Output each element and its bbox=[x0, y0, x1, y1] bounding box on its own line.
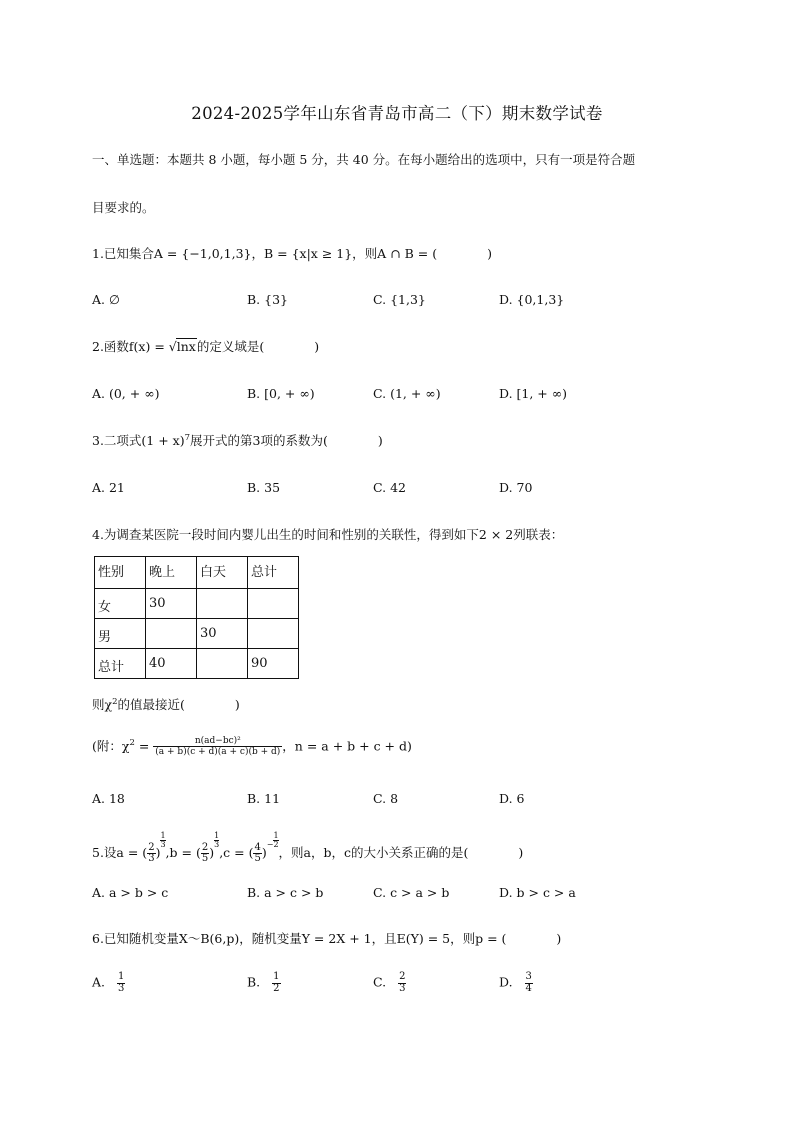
question-1-stem: 1.已知集合A = {−1,0,1,3}，B = {x|x ≥ 1}，则A ∩ B = ( ) bbox=[92, 246, 492, 261]
table-row bbox=[95, 649, 299, 679]
question-3-exponent: 7 bbox=[184, 433, 191, 443]
table-cell bbox=[197, 589, 248, 619]
option-fraction bbox=[272, 972, 280, 994]
question-4-ask-exponent: 2 bbox=[112, 697, 118, 707]
table-header-cell: 性别 bbox=[95, 557, 146, 589]
table-row bbox=[95, 619, 299, 649]
question-5-option-c[interactable]: C. c > a > b bbox=[373, 885, 450, 900]
option-label: D. bbox=[499, 974, 513, 990]
a-exponent-denominator: 3 bbox=[160, 840, 166, 849]
question-5-part4: ，则a，b，c的大小关系正确的是( ) bbox=[278, 845, 524, 860]
section-instruction-line2: 目要求的。 bbox=[92, 200, 155, 215]
table-cell: 男 bbox=[95, 619, 146, 649]
b-exponent-numerator: 1 bbox=[214, 831, 220, 840]
option-denominator: 4 bbox=[525, 982, 532, 994]
question-2-option-d[interactable]: D. [1, + ∞) bbox=[499, 386, 568, 401]
question-6-option-d[interactable] bbox=[499, 972, 533, 994]
table-header-cell: 白天 bbox=[197, 557, 248, 589]
question-1-option-b[interactable]: B. {3} bbox=[247, 292, 288, 307]
question-5-option-a[interactable]: A. a > b > c bbox=[92, 885, 169, 900]
question-5-option-b[interactable]: B. a > c > b bbox=[247, 885, 324, 900]
formula-numerator: n(ad−bc)² bbox=[153, 736, 282, 747]
exam-title: 2024-2025学年山东省青岛市高二（下）期末数学试卷 bbox=[191, 104, 603, 123]
question-4-stem: 4.为调查某医院一段时间内婴儿出生的时间和性别的关联性，得到如下2 × 2列联表： bbox=[92, 527, 564, 542]
question-2-option-b[interactable]: B. [0, + ∞) bbox=[247, 386, 315, 401]
question-6-option-a[interactable] bbox=[92, 972, 125, 994]
c-exponent-numerator: 1 bbox=[273, 831, 279, 840]
section-instruction-line1: 一、单选题：本题共 8 小题，每小题 5 分，共 40 分。在每小题给出的选项中，只有一项是符合题 bbox=[92, 152, 636, 167]
question-3-stem-pre: 3.二项式(1 + x) bbox=[92, 433, 185, 449]
c-exponent-minus: − bbox=[266, 840, 274, 849]
question-4-ask-post: 的值最接近( ) bbox=[117, 697, 240, 713]
question-2-stem-pre: 2.函数f(x) = √ bbox=[92, 339, 177, 354]
question-1-option-a[interactable]: A. ∅ bbox=[92, 292, 120, 307]
table-cell bbox=[248, 619, 299, 649]
option-numerator: 1 bbox=[118, 971, 125, 982]
question-2-radicand: lnx bbox=[176, 339, 196, 354]
option-fraction bbox=[398, 972, 406, 994]
question-3-option-b[interactable]: B. 35 bbox=[247, 480, 281, 495]
formula-denominator: (a + b)(c + d)(a + c)(b + d) bbox=[155, 747, 281, 758]
question-5-part1: 5.设a = ( bbox=[92, 845, 148, 860]
a-exponent-numerator: 1 bbox=[160, 831, 166, 840]
b-base-fraction bbox=[201, 843, 209, 865]
question-1-option-d[interactable]: D. {0,1,3} bbox=[499, 292, 565, 307]
table-cell: 90 bbox=[248, 649, 299, 679]
question-6-stem: 6.已知随机变量X～B(6,p)，随机变量Y = 2X + 1，且E(Y) = 5，则p = ( ) bbox=[92, 931, 562, 946]
table-cell: 40 bbox=[146, 649, 197, 679]
question-2-stem bbox=[92, 341, 319, 354]
c-base-denominator: 5 bbox=[254, 853, 261, 864]
table-cell: 总计 bbox=[95, 649, 146, 679]
a-base-numerator: 2 bbox=[148, 841, 155, 853]
question-3-stem bbox=[92, 434, 383, 448]
b-base-numerator: 2 bbox=[201, 841, 209, 853]
b-base-denominator: 5 bbox=[201, 853, 209, 864]
question-5-part2: ,b = ( bbox=[165, 845, 201, 860]
formula-note-exponent: 2 bbox=[129, 738, 135, 749]
c-base-fraction bbox=[253, 843, 261, 865]
question-4-ask bbox=[92, 698, 240, 712]
question-5-stem: 5.设a = ( $\frac{2}{3}$ ) $\frac{1}{3},b$ = ( $\frac{2}{5}$ ) $\frac{1}{3},c$ = ( $\frac{4}{5}$ )− $\frac{1}{2}$，则a，b，c的大小关系正确的是( ) bbox=[92, 831, 524, 864]
question-6-option-b[interactable] bbox=[247, 972, 281, 994]
question-4-option-d[interactable]: D. 6 bbox=[499, 791, 525, 806]
question-5-part3: ,c = ( bbox=[219, 845, 254, 860]
option-denominator: 3 bbox=[399, 982, 406, 994]
question-3-stem-post: 展开式的第3项的系数为( ) bbox=[190, 433, 383, 449]
formula-note-eq: = bbox=[134, 738, 154, 754]
question-4-ask-pre: 则χ bbox=[92, 697, 113, 713]
c-base-numerator: 4 bbox=[254, 841, 261, 853]
question-4-formula-note bbox=[92, 736, 412, 758]
option-label: C. bbox=[373, 974, 387, 990]
option-label: B. bbox=[247, 974, 261, 990]
question-6-option-c[interactable] bbox=[373, 972, 406, 994]
question-4-option-b[interactable]: B. 11 bbox=[247, 791, 281, 806]
a-base-fraction bbox=[147, 843, 155, 865]
table-row bbox=[95, 589, 299, 619]
question-4-option-c[interactable]: C. 8 bbox=[373, 791, 399, 806]
option-label: A. bbox=[92, 974, 106, 990]
table-cell bbox=[146, 619, 197, 649]
question-2-option-a[interactable]: A. (0, + ∞) bbox=[92, 386, 160, 401]
option-fraction bbox=[117, 972, 125, 994]
table-header-cell: 总计 bbox=[248, 557, 299, 589]
table-cell: 30 bbox=[146, 589, 197, 619]
table-cell bbox=[248, 589, 299, 619]
b-exponent-denominator: 3 bbox=[214, 840, 220, 849]
question-2-stem-post: 的定义域是( ) bbox=[196, 339, 320, 354]
table-header-row bbox=[95, 557, 299, 589]
question-2-option-c[interactable]: C. (1, + ∞) bbox=[373, 386, 441, 401]
question-5-option-d[interactable]: D. b > c > a bbox=[499, 885, 576, 900]
contingency-table bbox=[94, 556, 299, 679]
a-base-denominator: 3 bbox=[148, 853, 155, 864]
option-numerator: 2 bbox=[399, 971, 406, 982]
question-3-option-d[interactable]: D. 70 bbox=[499, 480, 533, 495]
question-3-option-a[interactable]: A. 21 bbox=[92, 480, 125, 495]
question-3-option-c[interactable]: C. 42 bbox=[373, 480, 406, 495]
option-denominator: 3 bbox=[118, 982, 125, 994]
c-exponent-denominator: 2 bbox=[273, 840, 279, 849]
option-fraction bbox=[525, 972, 533, 994]
question-4-option-a[interactable]: A. 18 bbox=[92, 791, 125, 806]
table-cell: 女 bbox=[95, 589, 146, 619]
formula-note-post: ，n = a + b + c + d) bbox=[282, 738, 412, 754]
question-1-option-c[interactable]: C. {1,3} bbox=[373, 292, 426, 307]
table-cell bbox=[197, 649, 248, 679]
table-cell: 30 bbox=[197, 619, 248, 649]
table-header-cell: 晚上 bbox=[146, 557, 197, 589]
option-numerator: 1 bbox=[273, 971, 280, 982]
chi-square-formula-fraction bbox=[153, 736, 282, 758]
option-denominator: 2 bbox=[273, 982, 280, 994]
option-numerator: 3 bbox=[525, 971, 532, 982]
formula-note-pre: (附：χ bbox=[92, 738, 130, 754]
